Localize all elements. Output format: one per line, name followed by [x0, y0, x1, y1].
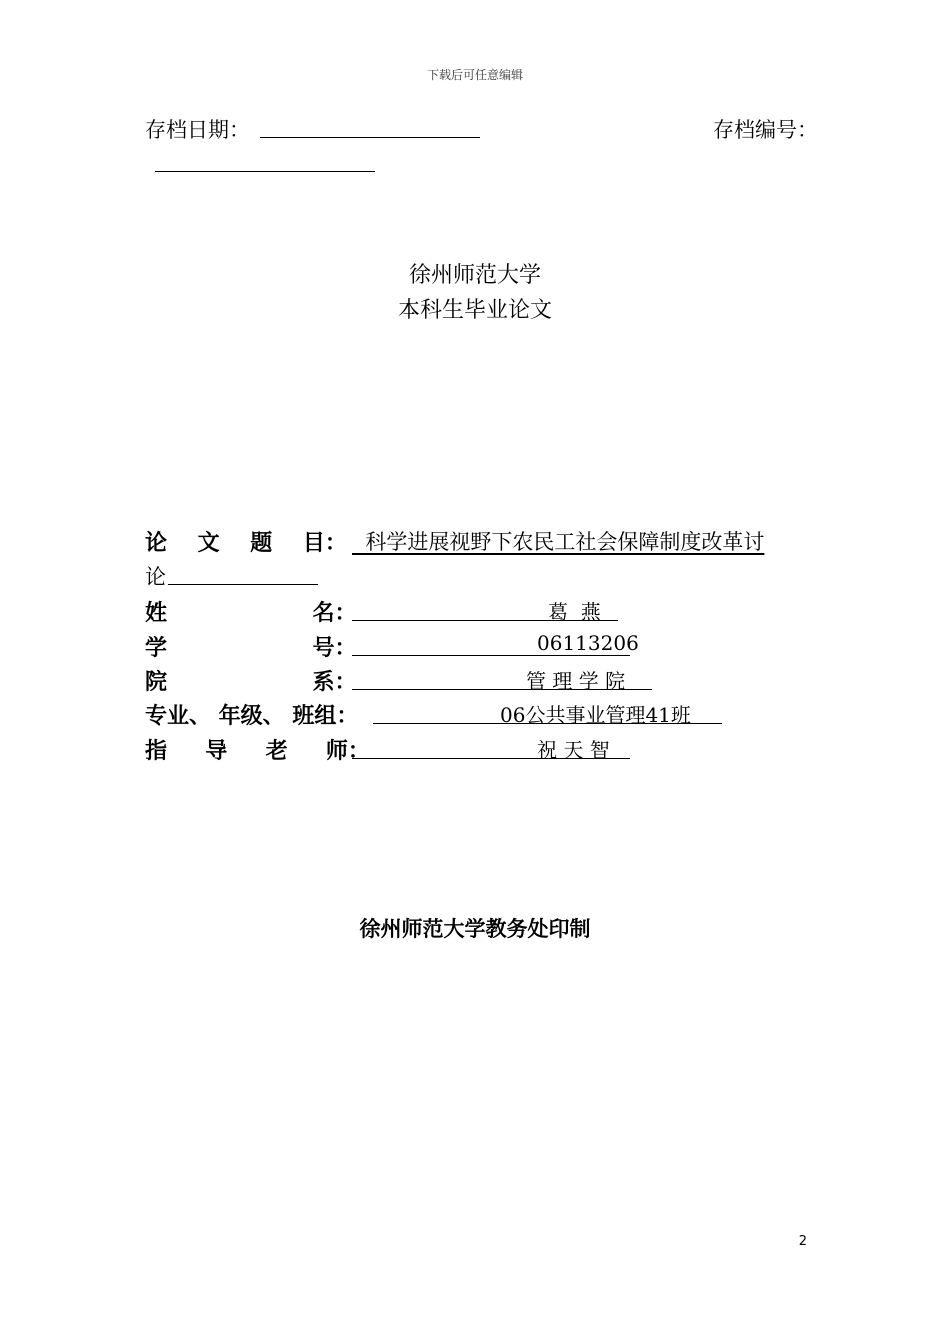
advisor-label: 指 导 老 师： — [145, 739, 370, 764]
thesis-title-underline — [168, 584, 318, 585]
class-label: 专业、 年级、 班组： — [145, 704, 359, 729]
advisor-value: 祝 天 智 — [537, 738, 610, 762]
thesis-title-line1: 科学进展视野下农民工社会保障制度改革讨 — [352, 530, 765, 554]
name-label: 姓 名： — [145, 601, 357, 626]
student-id-value: 06113206 — [537, 631, 639, 655]
header-note: 下载后可任意编辑 — [426, 68, 523, 82]
archive-number-label: 存档编号： — [713, 118, 818, 142]
thesis-title-label: 论 文 题 目： — [145, 531, 347, 556]
class-value: 06公共事业管理41班 — [500, 703, 691, 727]
department-value: 管 理 学 院 — [526, 669, 626, 693]
archive-date-label: 存档日期： — [145, 118, 250, 142]
student-id-underline — [352, 655, 630, 656]
department-label: 院 系： — [145, 670, 357, 695]
archive-date-line — [260, 137, 480, 138]
student-id-label: 学 号： — [145, 636, 357, 661]
document-type-title: 本科生毕业论文 — [397, 298, 552, 323]
archive-number-line — [155, 171, 375, 172]
thesis-title-line2: 论 — [145, 565, 166, 589]
printed-by: 徐州师范大学教务处印制 — [359, 917, 591, 941]
page-number: 2 — [798, 1234, 807, 1249]
university-title: 徐州师范大学 — [408, 263, 541, 288]
name-value: 葛 燕 — [548, 600, 601, 624]
